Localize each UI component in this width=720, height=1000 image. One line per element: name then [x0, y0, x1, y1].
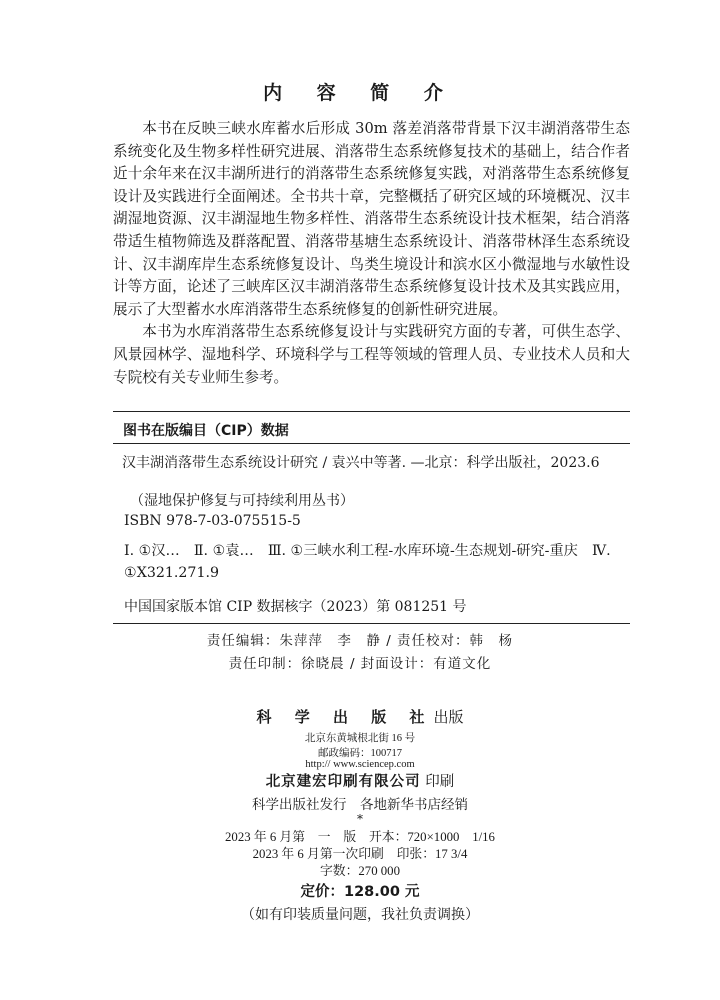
printing-line: 2023 年 6 月第一次印刷 印张：17 3/4	[252, 847, 468, 861]
cip-heading-rule	[113, 443, 630, 444]
credits-production: 责任印制：徐晓晨 / 封面设计：有道文化	[228, 656, 492, 672]
credits-editors: 责任编辑：朱萍萍 李 静 / 责任校对：韩 杨	[206, 633, 514, 649]
distribution-line: 科学出版社发行 各地新华书店经销	[252, 797, 468, 813]
cip-series: （湿地保护修复与可持续利用丛书）	[130, 493, 354, 509]
intro-paragraph: 本书为水库消落带生态系统修复设计与实践研究方面的专著，可供生态学、风景园林学、湿地科学、环境科学与工程等领域的管理人员、专业技术人员和大专院校有关专业师生参考。	[113, 323, 630, 386]
cip-bottom-rule	[113, 623, 630, 624]
cip-heading: 图书在版编目（CIP）数据	[123, 423, 289, 439]
publisher-suffix: 出版	[433, 708, 464, 726]
publisher-line	[0, 706, 720, 727]
cip-record-number: 中国国家版本馆 CIP 数据核字（2023）第 081251 号	[124, 599, 467, 615]
separator-star: *	[357, 812, 363, 826]
publisher-url: http:// www.sciencep.com	[305, 759, 415, 770]
publisher-address: 北京东黄城根北街 16 号	[304, 733, 416, 744]
edition-line: 2023 年 6 月第 一 版 开本：720×1000 1/16	[225, 830, 495, 844]
publisher-logo: 科 学 出 版 社	[256, 708, 434, 726]
intro-paragraph: 本书在反映三峡水库蓄水后形成 30m 落差消落带背景下汉丰湖消落带生态系统变化及生物多样性研究进展、消落带生态系统修复技术的基础上，结合作者近十余年来在汉丰湖所进行的消落带生态系统修复实践，对消落带生态系统修复设计及实践进行全面阐述。全书共十章，完整概括了研究区域的环境概况、汉丰湖湿地资源、汉丰湖湿地生物多样性、消落带生态系统设计技术框架，结合消落带适生植物筛选及群落配置、消落带基塘生态系统设计、消落带林泽生态系统设计、汉丰湖库岸生态系统修复设计、鸟类生境设计和滨水区小微湿地与水敏性设计等方面，论述了三峡库区汉丰湖消落带生态系统修复设计技术及其实践应用，展示了大型蓄水水库消落带生态系统修复的创新性研究进展。	[113, 120, 630, 318]
quality-note: （如有印装质量问题，我社负责调换）	[241, 907, 479, 923]
cip-top-rule	[113, 411, 630, 412]
price: 定价：128.00 元	[300, 884, 420, 900]
word-count: 字数：270 000	[320, 864, 400, 878]
cip-isbn: ISBN 978-7-03-075515-5	[124, 513, 301, 529]
printer-logo: 北京建宏印刷有限公司	[265, 774, 421, 790]
printer-line	[0, 770, 720, 791]
intro-text	[113, 118, 630, 389]
cip-title-line: 汉丰湖消落带生态系统设计研究 / 袁兴中等著. —北京：科学出版社，2023.6	[122, 455, 600, 471]
printer-suffix: 印刷	[420, 774, 455, 790]
cip-classification: Ⅰ. ①汉… Ⅱ. ①袁… Ⅲ. ①三峡水利工程-水库环境-生态规划-研究-重庆 Ⅳ. ①X321.271.9	[124, 543, 611, 581]
publisher-postcode: 邮政编码：100717	[318, 748, 402, 759]
intro-title: 内 容 简 介	[263, 82, 457, 104]
